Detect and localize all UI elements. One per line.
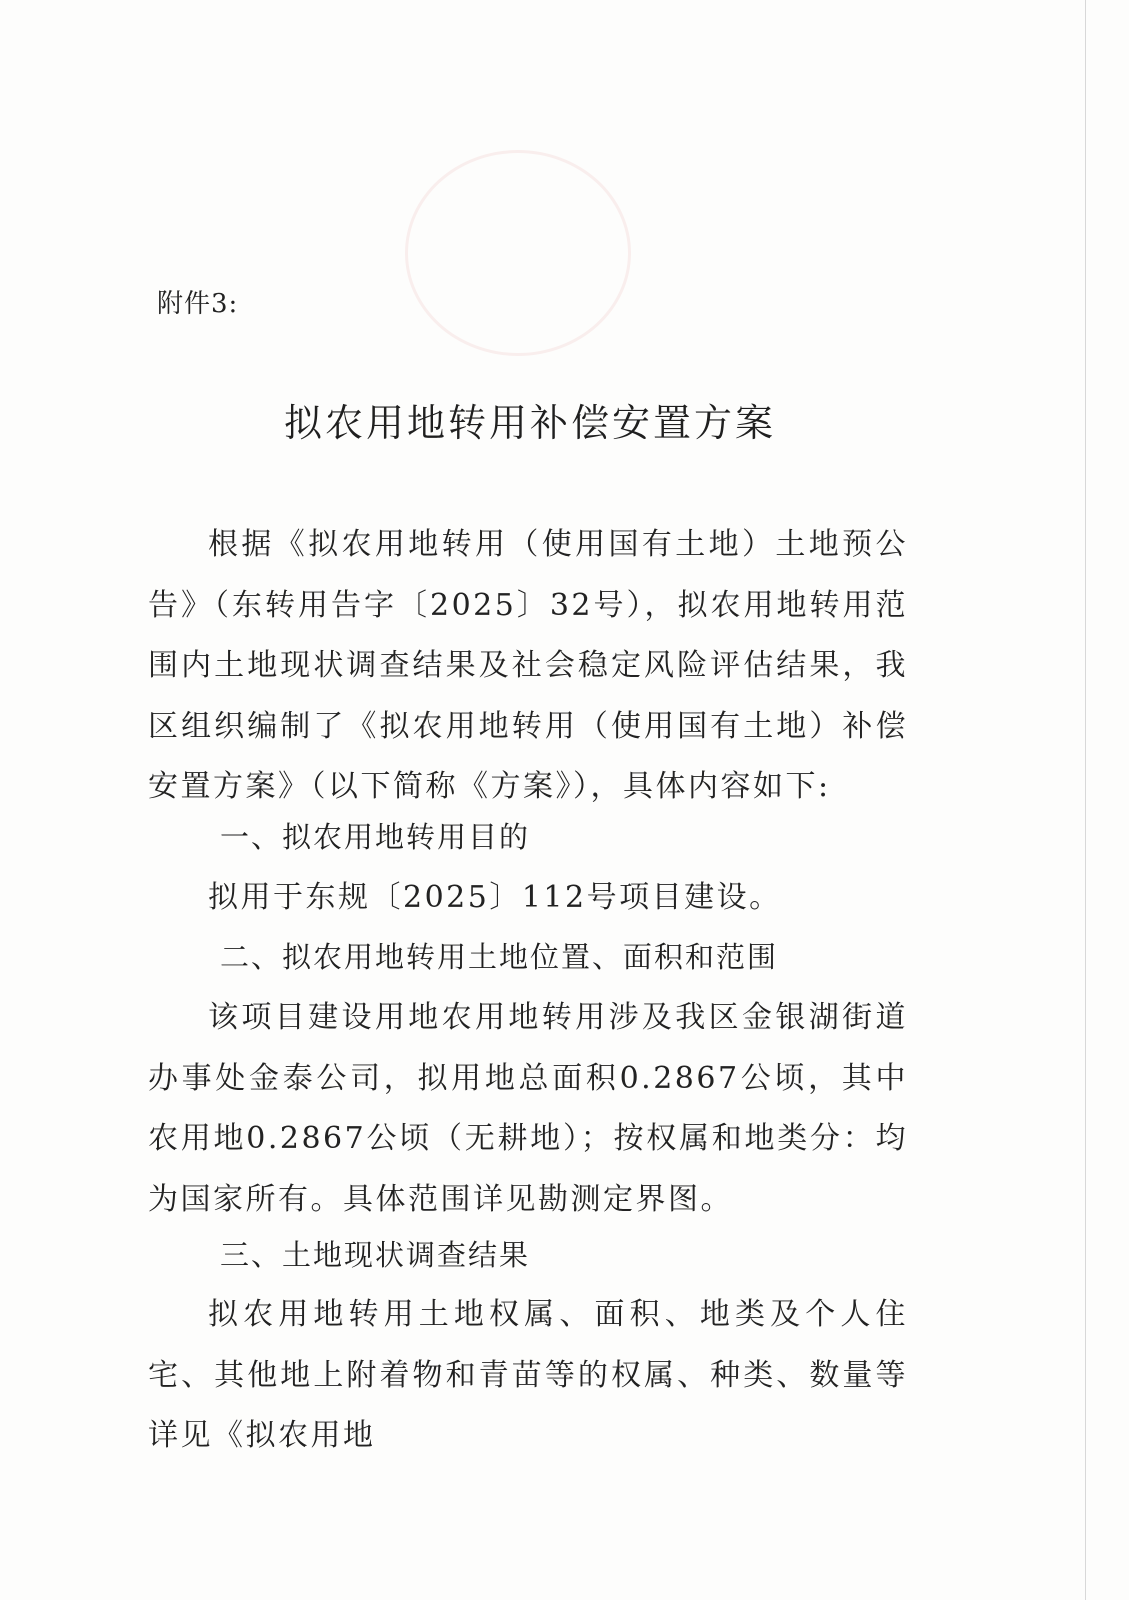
section-2-body: 该项目建设用地农用地转用涉及我区金银湖街道办事处金泰公司，拟用地总面积0.2867公顷，其中农用地0.2867公顷（无耕地）；按权属和地类分：均为国家所有。具体范围详见勘测定界图。	[148, 1000, 908, 1217]
document-title: 拟农用地转用补偿安置方案	[283, 401, 776, 445]
section-1-heading: 一、拟农用地转用目的	[220, 820, 531, 854]
section-3-heading: 三、土地现状调查结果	[220, 1238, 531, 1272]
section-3-body: 拟农用地转用土地权属、面积、地类及个人住宅、其他地上附着物和青苗等的权属、种类、数量等详见《拟农用地	[148, 1297, 908, 1453]
page-edge	[1085, 0, 1086, 1600]
section-2-heading: 二、拟农用地转用土地位置、面积和范围	[220, 940, 779, 974]
attachment-label: 附件3:	[157, 289, 239, 319]
section-1-body: 拟用于东规〔2025〕112号项目建设。	[208, 880, 782, 915]
intro-paragraph: 根据《拟农用地转用（使用国有土地）土地预公告》（东转用告字〔2025〕32号），拟农用地转用范围内土地现状调查结果及社会稳定风险评估结果，我区组织编制了《拟农用地转用（使用国有土地）补偿安置方案》（以下简称《方案》），具体内容如下:	[148, 527, 908, 804]
faded-seal	[405, 150, 631, 356]
